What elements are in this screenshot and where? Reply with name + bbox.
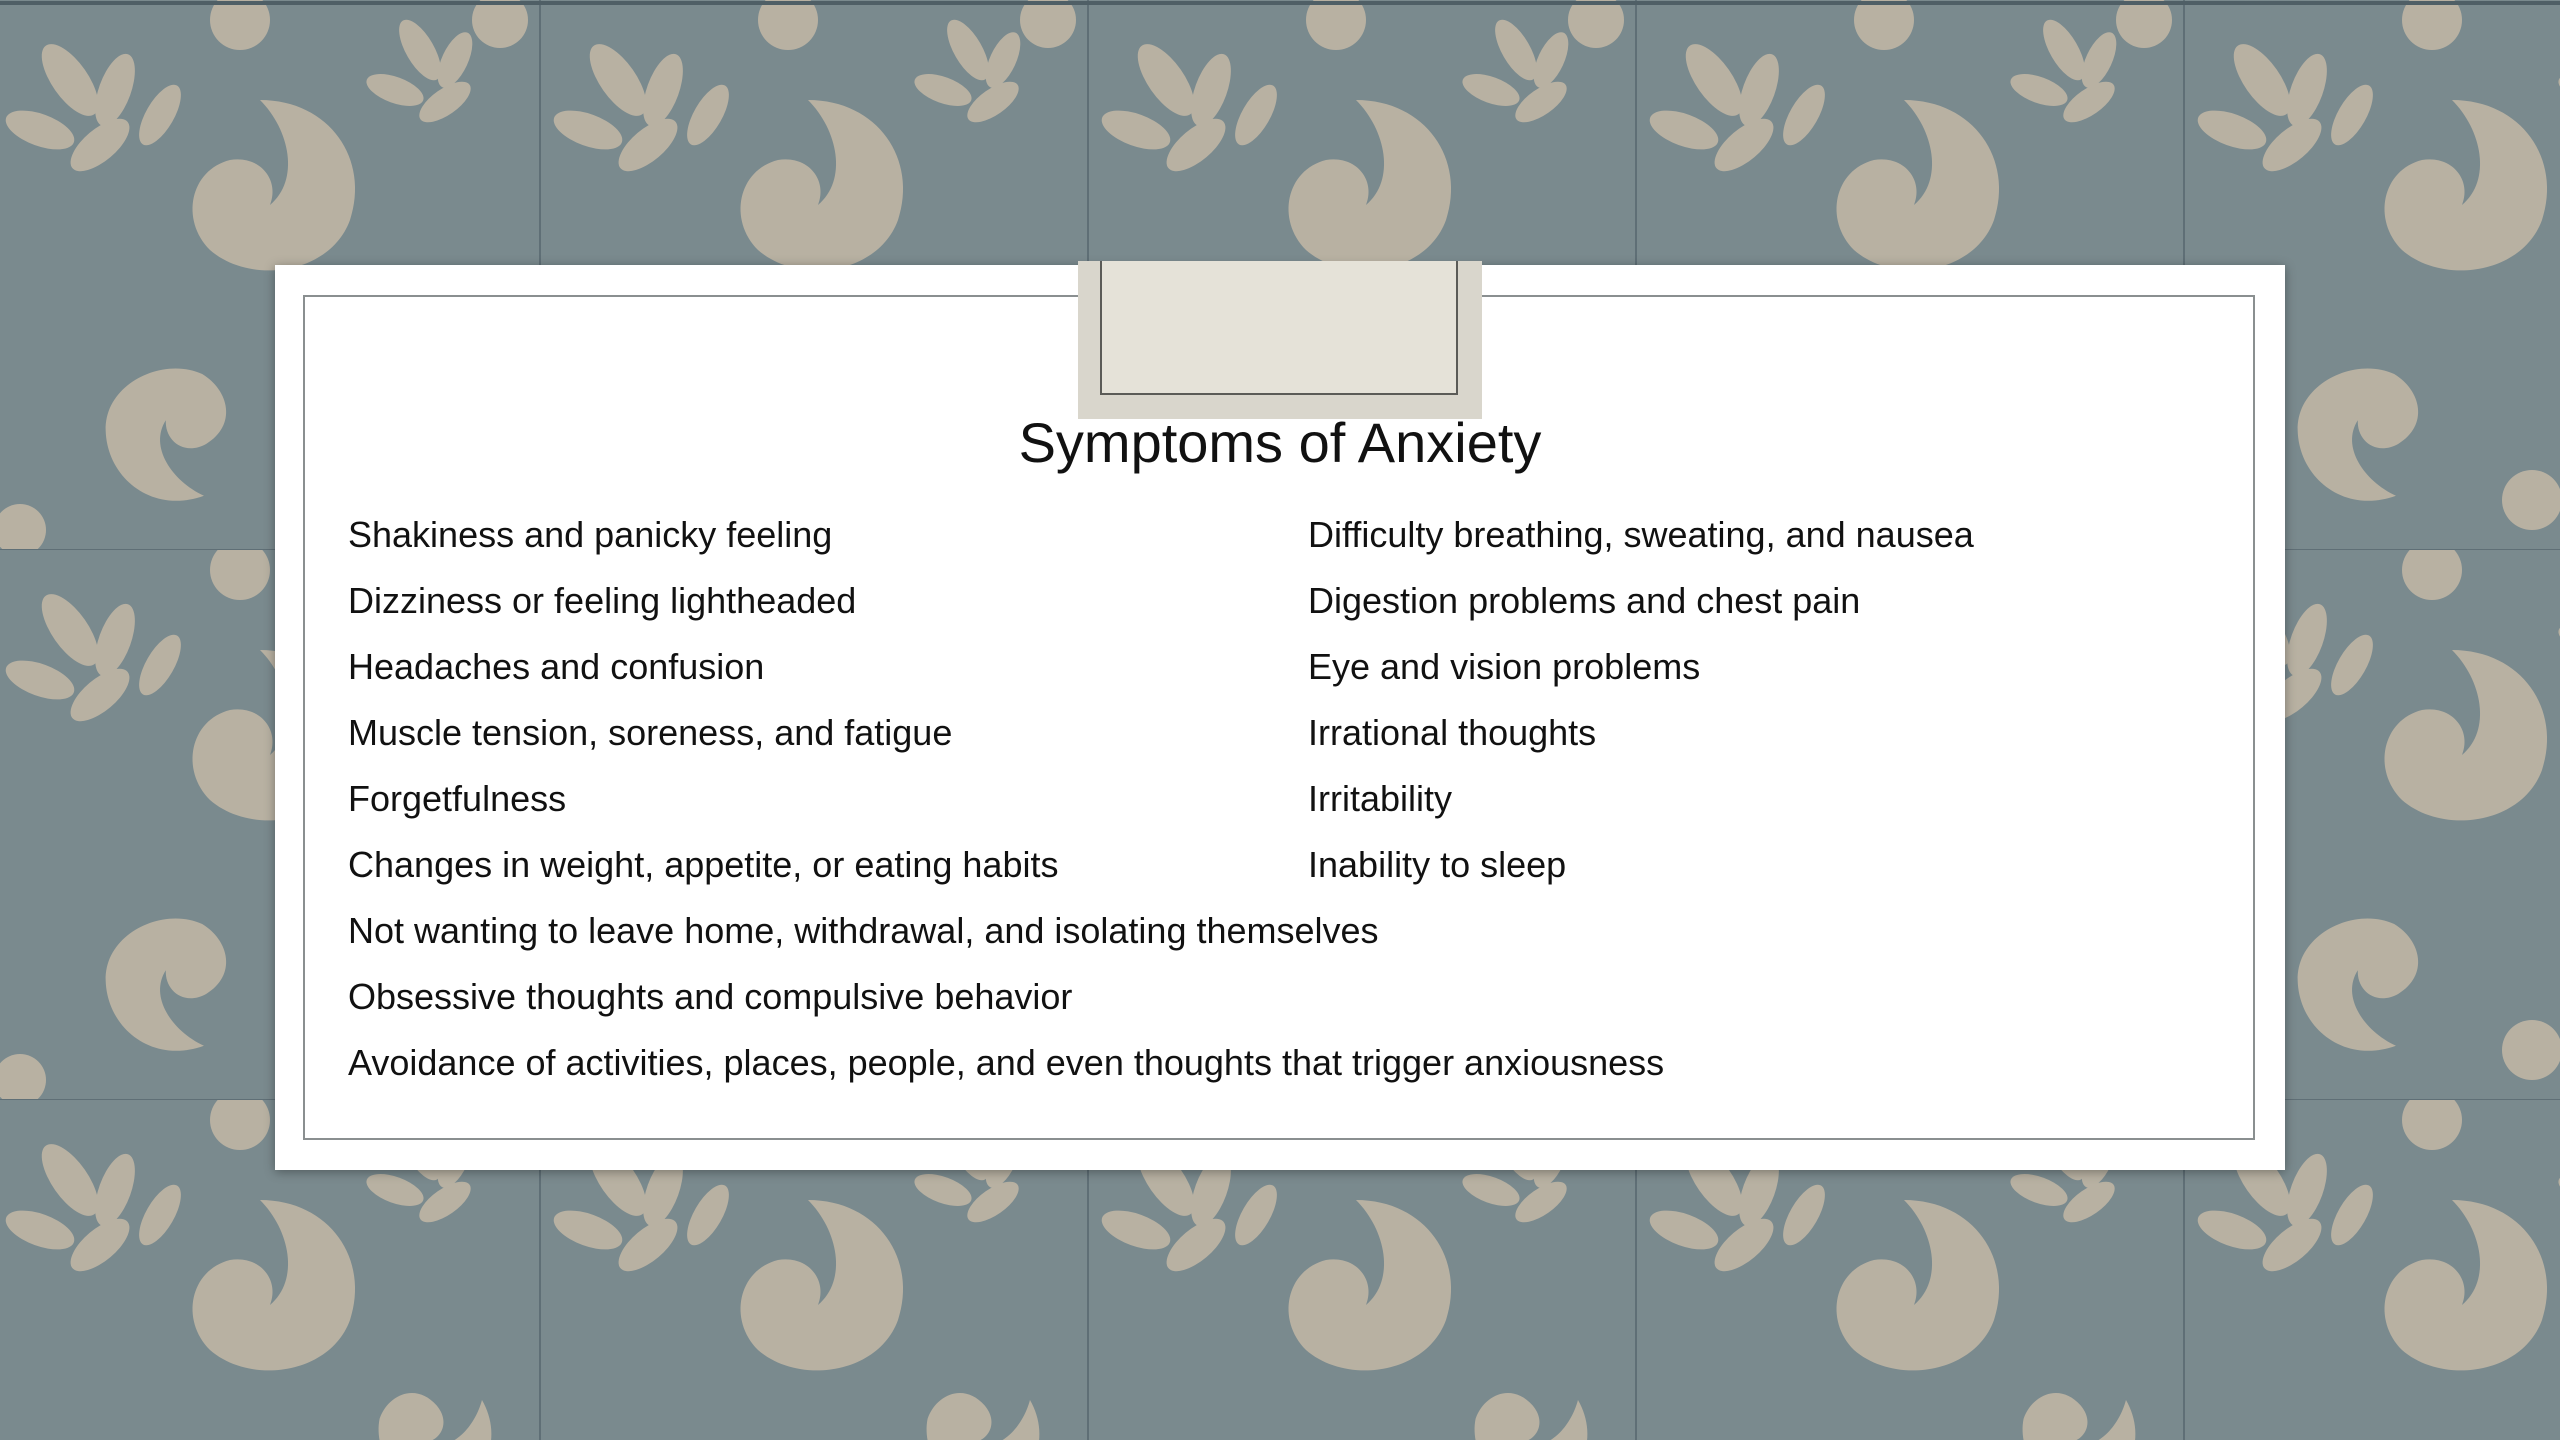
list-item: Headaches and confusion (348, 646, 765, 687)
list-item: Muscle tension, soreness, and fatigue (348, 712, 953, 753)
list-item: Digestion problems and chest pain (1308, 580, 1861, 621)
list-item: Dizziness or feeling lightheaded (348, 580, 857, 621)
symptom-list-right (1308, 502, 2208, 898)
list-item: Difficulty breathing, sweating, and nausea (1308, 514, 1974, 555)
list-item: Inability to sleep (1308, 844, 1567, 885)
content-card (275, 265, 2285, 1170)
slide-title: Symptoms of Anxiety (1018, 411, 1542, 474)
list-item: Irritability (1308, 778, 1453, 819)
list-item: Shakiness and panicky feeling (348, 514, 833, 555)
list-item: Obsessive thoughts and compulsive behavior (348, 976, 1073, 1017)
list-item: Changes in weight, appetite, or eating habits (348, 844, 1059, 885)
list-item: Avoidance of activities, places, people, and even thoughts that trigger anxiousness (348, 1042, 1665, 1083)
list-item: Irrational thoughts (1308, 712, 1597, 753)
list-item: Eye and vision problems (1308, 646, 1701, 687)
list-item: Not wanting to leave home, withdrawal, and isolating themselves (348, 910, 1379, 951)
card-tab (1078, 261, 1482, 419)
list-item: Forgetfulness (348, 778, 567, 819)
card-tab-inner (1100, 261, 1458, 395)
